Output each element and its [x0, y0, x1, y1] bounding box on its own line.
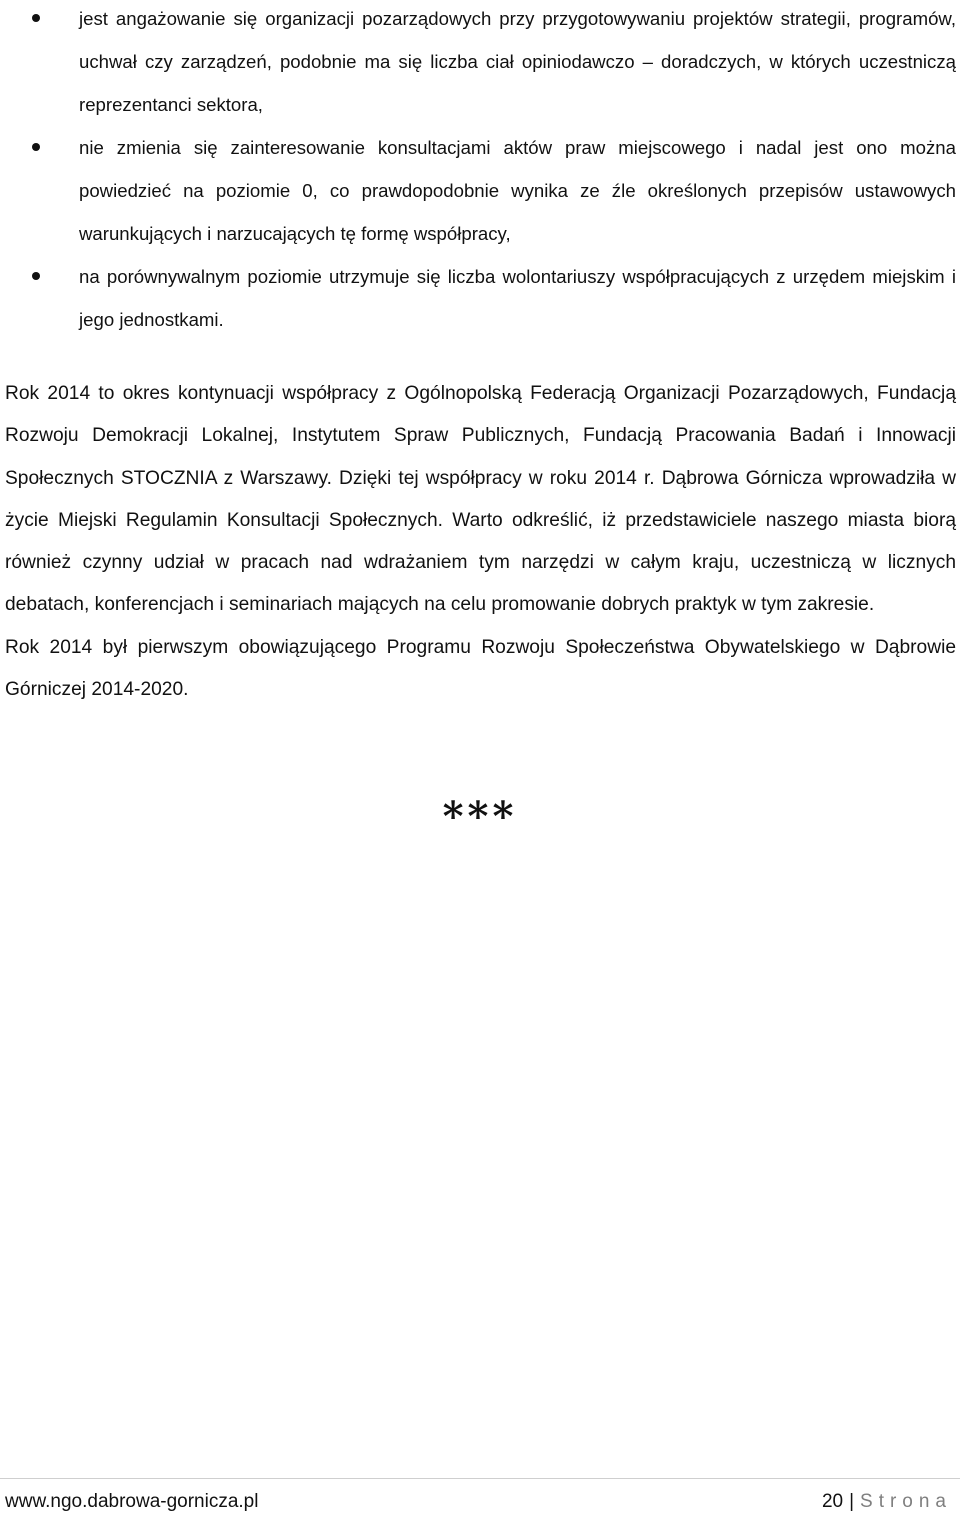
bullet-dot-icon	[32, 143, 40, 151]
section-separator: ***	[442, 793, 518, 840]
page-number: 20	[821, 1491, 844, 1512]
footer-url: www.ngo.dabrowa-gornicza.pl	[5, 1491, 259, 1512]
bullet-text: na porównywalnym poziomie utrzymuje się liczba wolontariuszy współpracujących z urzędem miejskim i jego jednostkami.	[79, 266, 956, 330]
bullet-list	[5, 0, 956, 341]
page-footer	[0, 1478, 960, 1518]
body-paragraphs	[5, 373, 956, 711]
bullet-text: nie zmienia się zainteresowanie konsultacjami aktów praw miejscowego i nadal jest ono można powiedzieć na poziomie 0, co prawdopodobnie wynika ze źle określonych przepisów ustawowych warunkujących i narzucających tę formę współpracy,	[79, 137, 956, 244]
bullet-list-container	[5, 0, 956, 341]
bullet-item-volunteers	[5, 255, 956, 341]
bullet-dot-icon	[32, 14, 40, 22]
bullet-item-consultations	[5, 126, 956, 255]
paragraph-cooperation: Rok 2014 to okres kontynuacji współpracy z Ogólnopolską Federacją Organizacji Pozarządowych, Fundacją Rozwoju Demokracji Lokalnej, Instytutem Spraw Publicznych, Fundacją Pracowania Badań i Innowacji Społecznych STOCZNIA z Warszawy. Dzięki tej współpracy w roku 2014 r. Dąbrowa Górnicza wprowadziła w życie Miejski Regulamin Konsultacji Społecznych. Warto odkreślić, iż przedstawiciele naszego miasta biorą również czynny udział w pracach nad wdrażaniem tym narzędzi w całym kraju, uczestniczą w licznych debatach, konferencjach i seminariach mających na celu promowanie dobrych praktyk w tym zakresie.	[5, 383, 956, 616]
footer-page-indicator	[822, 1491, 952, 1513]
bullet-item-ngo-involvement	[5, 0, 956, 126]
bullet-text: jest angażowanie się organizacji pozarządowych przy przygotowywaniu projektów strategii, programów, uchwał czy zarządzeń, podobnie ma się liczba ciał opiniodawczo – doradczych, w których uczestniczą reprezentanci sektora,	[79, 8, 956, 115]
paragraph-program: Rok 2014 był pierwszym obowiązującego Programu Rozwoju Społeczeństwa Obywatelskiego w Dąbrowie Górniczej 2014-2020.	[5, 636, 956, 701]
page-label: Strona	[860, 1491, 952, 1512]
bullet-dot-icon	[32, 272, 40, 280]
footer-divider: |	[849, 1491, 855, 1512]
